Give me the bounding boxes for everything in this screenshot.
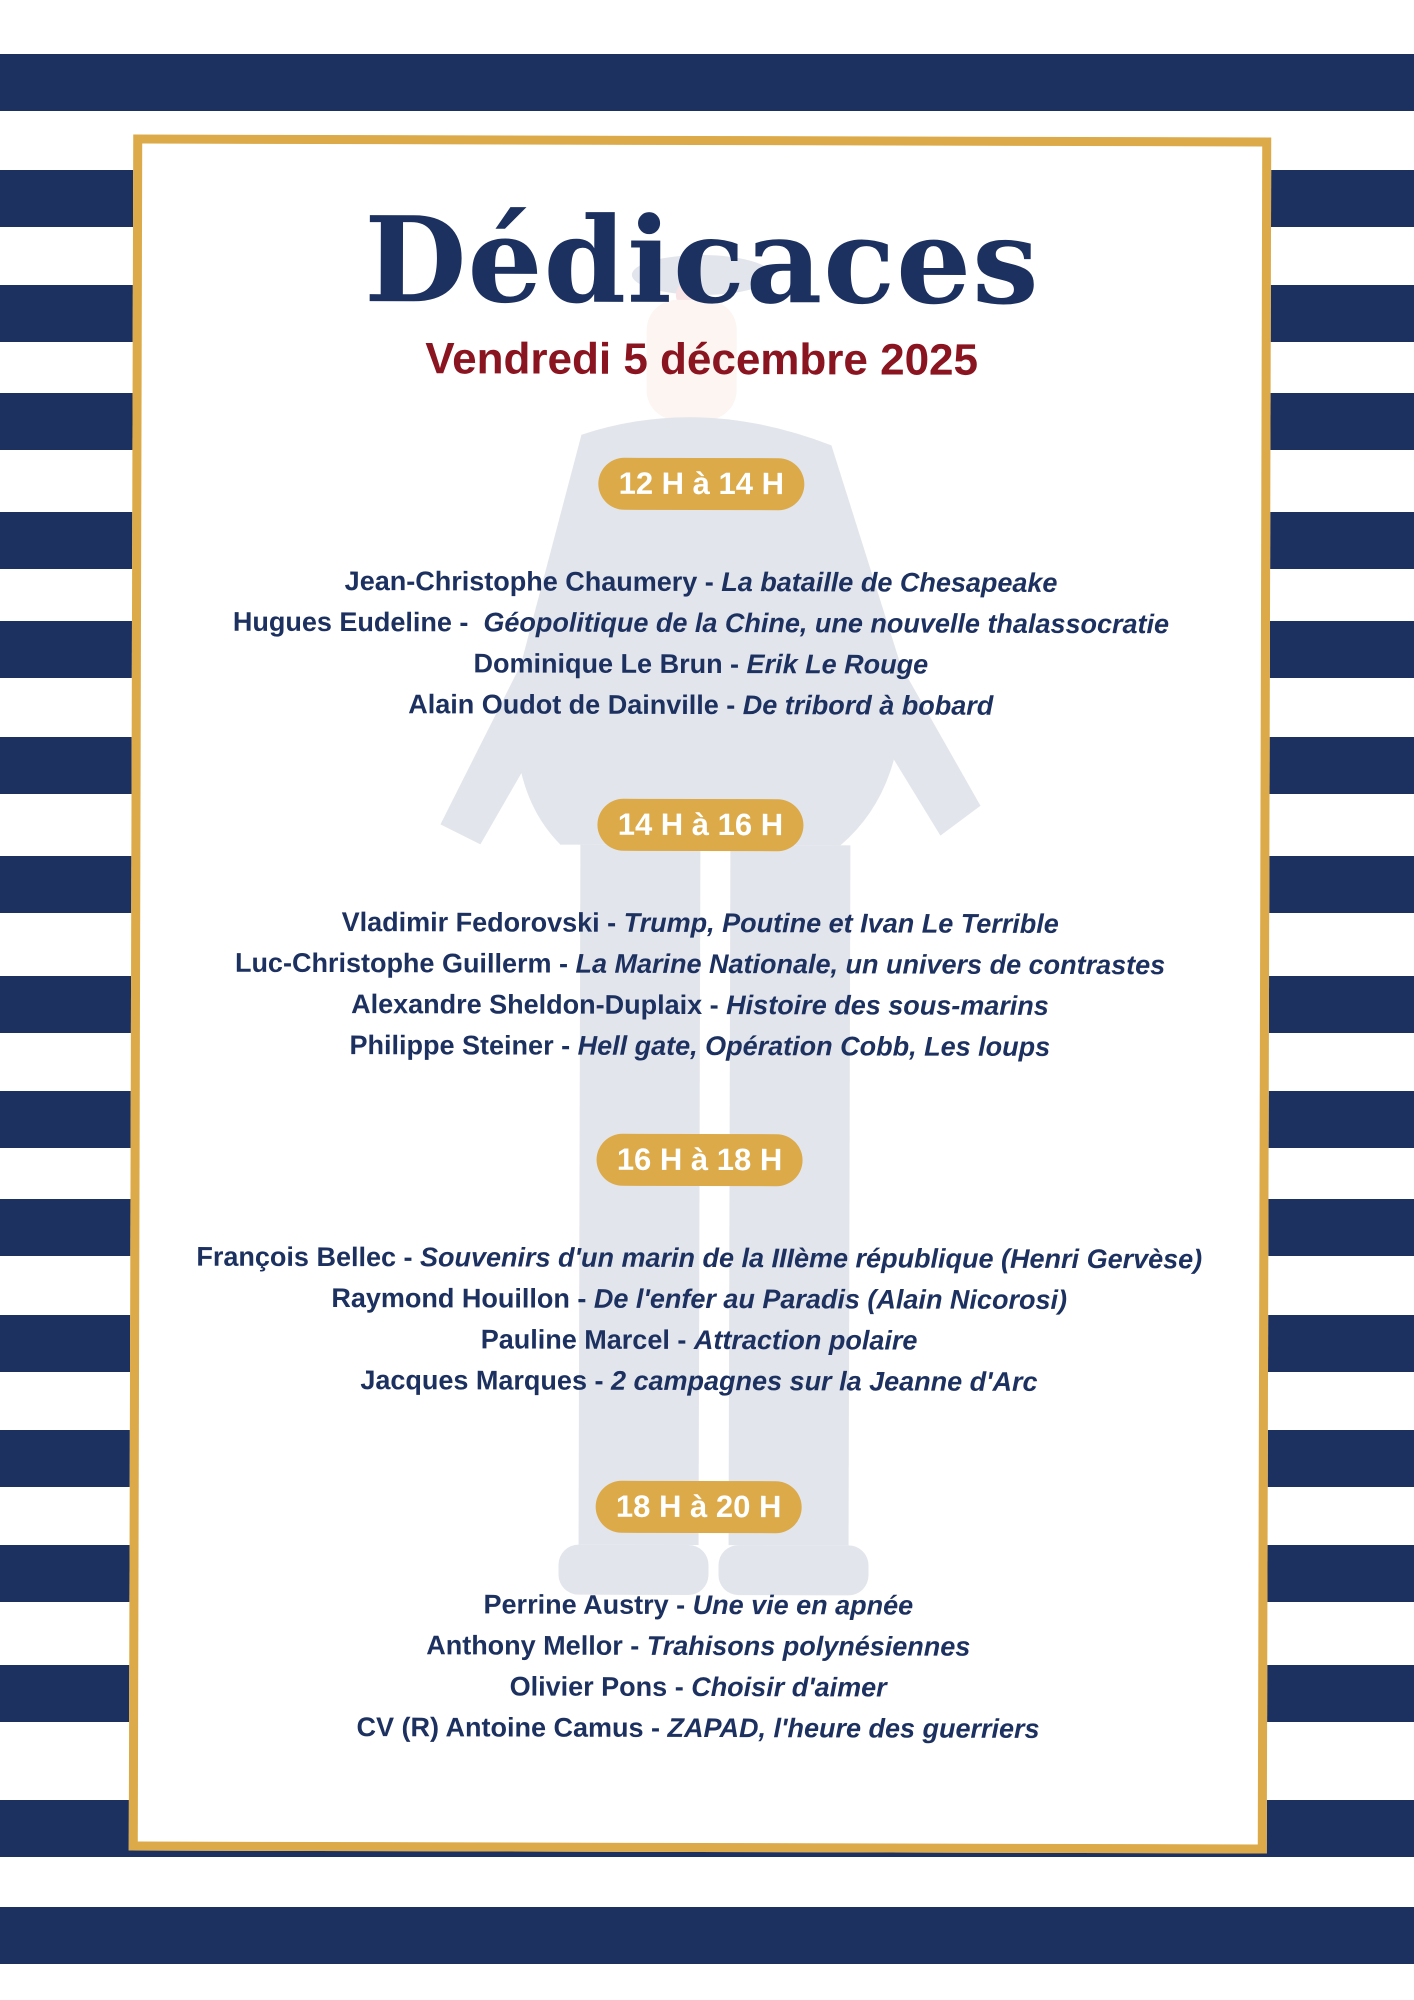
book-title: De tribord à bobard bbox=[742, 690, 994, 721]
signing-entry bbox=[141, 602, 1261, 646]
signing-entry bbox=[138, 1584, 1258, 1628]
author-name: Dominique Le Brun bbox=[473, 648, 723, 680]
book-title: Trump, Poutine et Ivan Le Terrible bbox=[623, 907, 1059, 939]
book-title: De l'enfer au Paradis (Alain Nicorosi) bbox=[593, 1283, 1068, 1315]
poster-card bbox=[129, 135, 1271, 1854]
signing-list bbox=[141, 561, 1261, 728]
separator: - bbox=[669, 1324, 694, 1355]
separator: - bbox=[553, 1030, 578, 1061]
signing-entry bbox=[141, 684, 1261, 728]
signing-entry bbox=[138, 1625, 1258, 1669]
book-title: Attraction polaire bbox=[693, 1324, 918, 1356]
separator: - bbox=[643, 1712, 668, 1743]
time-slot-badge: 12 H à 14 H bbox=[599, 458, 805, 511]
author-name: Perrine Austry bbox=[483, 1589, 669, 1620]
separator: - bbox=[395, 1242, 421, 1273]
book-title: Hell gate, Opération Cobb, Les loups bbox=[577, 1030, 1051, 1062]
author-name: Jean-Christophe Chaumery bbox=[344, 566, 698, 597]
book-title: Choisir d'aimer bbox=[691, 1671, 887, 1703]
book-title: La Marine Nationale, un univers de contrastes bbox=[575, 948, 1166, 981]
time-slot-badge: 16 H à 18 H bbox=[597, 1134, 803, 1187]
signing-entry bbox=[138, 1707, 1258, 1751]
author-name: Raymond Houillon bbox=[331, 1283, 570, 1314]
signing-entry bbox=[139, 1278, 1259, 1322]
time-slot bbox=[139, 1133, 1260, 1404]
signing-entry bbox=[140, 902, 1260, 946]
book-title: Histoire des sous-marins bbox=[726, 990, 1049, 1021]
stripe bbox=[0, 54, 1414, 111]
separator: - bbox=[451, 607, 484, 638]
separator: - bbox=[599, 907, 624, 938]
book-title: Souvenirs d'un marin de la IIIème république (Henri Gervèse) bbox=[419, 1242, 1203, 1275]
time-slot bbox=[141, 457, 1262, 728]
author-name: CV (R) Antoine Camus bbox=[356, 1712, 644, 1743]
signing-entry bbox=[138, 1666, 1258, 1710]
poster-title: Dédicaces bbox=[364, 190, 1040, 331]
signing-entry bbox=[141, 561, 1261, 605]
time-slot bbox=[138, 1480, 1259, 1751]
signing-entry bbox=[140, 943, 1260, 987]
book-title: ZAPAD, l'heure des guerriers bbox=[667, 1712, 1040, 1744]
author-name: Hugues Eudeline bbox=[232, 606, 452, 638]
signing-entry bbox=[139, 1319, 1259, 1363]
separator: - bbox=[551, 948, 576, 979]
separator: - bbox=[668, 1589, 693, 1620]
event-date: Vendredi 5 décembre 2025 bbox=[425, 334, 979, 385]
signing-entry bbox=[139, 1237, 1259, 1281]
author-name: Olivier Pons bbox=[509, 1671, 668, 1702]
separator: - bbox=[622, 1630, 647, 1661]
book-title: La bataille de Chesapeake bbox=[721, 567, 1058, 598]
signing-entry bbox=[141, 643, 1261, 687]
separator: - bbox=[702, 990, 727, 1021]
separator: - bbox=[722, 649, 747, 680]
signing-list bbox=[139, 1237, 1259, 1404]
book-title: Erik Le Rouge bbox=[746, 649, 929, 680]
author-name: Luc-Christophe Guillerm bbox=[234, 947, 552, 979]
book-title: Une vie en apnée bbox=[692, 1589, 914, 1621]
signing-entry bbox=[140, 984, 1260, 1028]
author-name: Alexandre Sheldon-Duplaix bbox=[351, 989, 703, 1021]
separator: - bbox=[586, 1365, 612, 1396]
book-title: Trahisons polynésiennes bbox=[646, 1630, 971, 1662]
time-slot-badge: 18 H à 20 H bbox=[596, 1481, 802, 1534]
book-title: Géopolitique de la Chine, une nouvelle thalassocratie bbox=[483, 607, 1170, 640]
separator: - bbox=[667, 1671, 692, 1702]
signing-entry bbox=[139, 1360, 1259, 1404]
separator: - bbox=[697, 566, 722, 598]
signing-entry bbox=[140, 1025, 1260, 1069]
stripe bbox=[0, 1907, 1414, 1964]
author-name: François Bellec bbox=[196, 1241, 397, 1273]
time-slot bbox=[140, 798, 1261, 1069]
author-name: Alain Oudot de Dainville bbox=[408, 689, 719, 721]
author-name: Anthony Mellor bbox=[426, 1630, 623, 1661]
separator: - bbox=[718, 690, 743, 721]
separator: - bbox=[569, 1283, 594, 1314]
time-slot-badge: 14 H à 16 H bbox=[598, 799, 804, 852]
author-name: Pauline Marcel bbox=[480, 1324, 670, 1355]
signing-list bbox=[138, 1584, 1258, 1751]
author-name: Philippe Steiner bbox=[349, 1030, 554, 1061]
author-name: Vladimir Fedorovski bbox=[341, 907, 600, 938]
book-title: 2 campagnes sur la Jeanne d'Arc bbox=[610, 1365, 1038, 1397]
signing-list bbox=[140, 902, 1260, 1069]
author-name: Jacques Marques bbox=[360, 1365, 588, 1396]
